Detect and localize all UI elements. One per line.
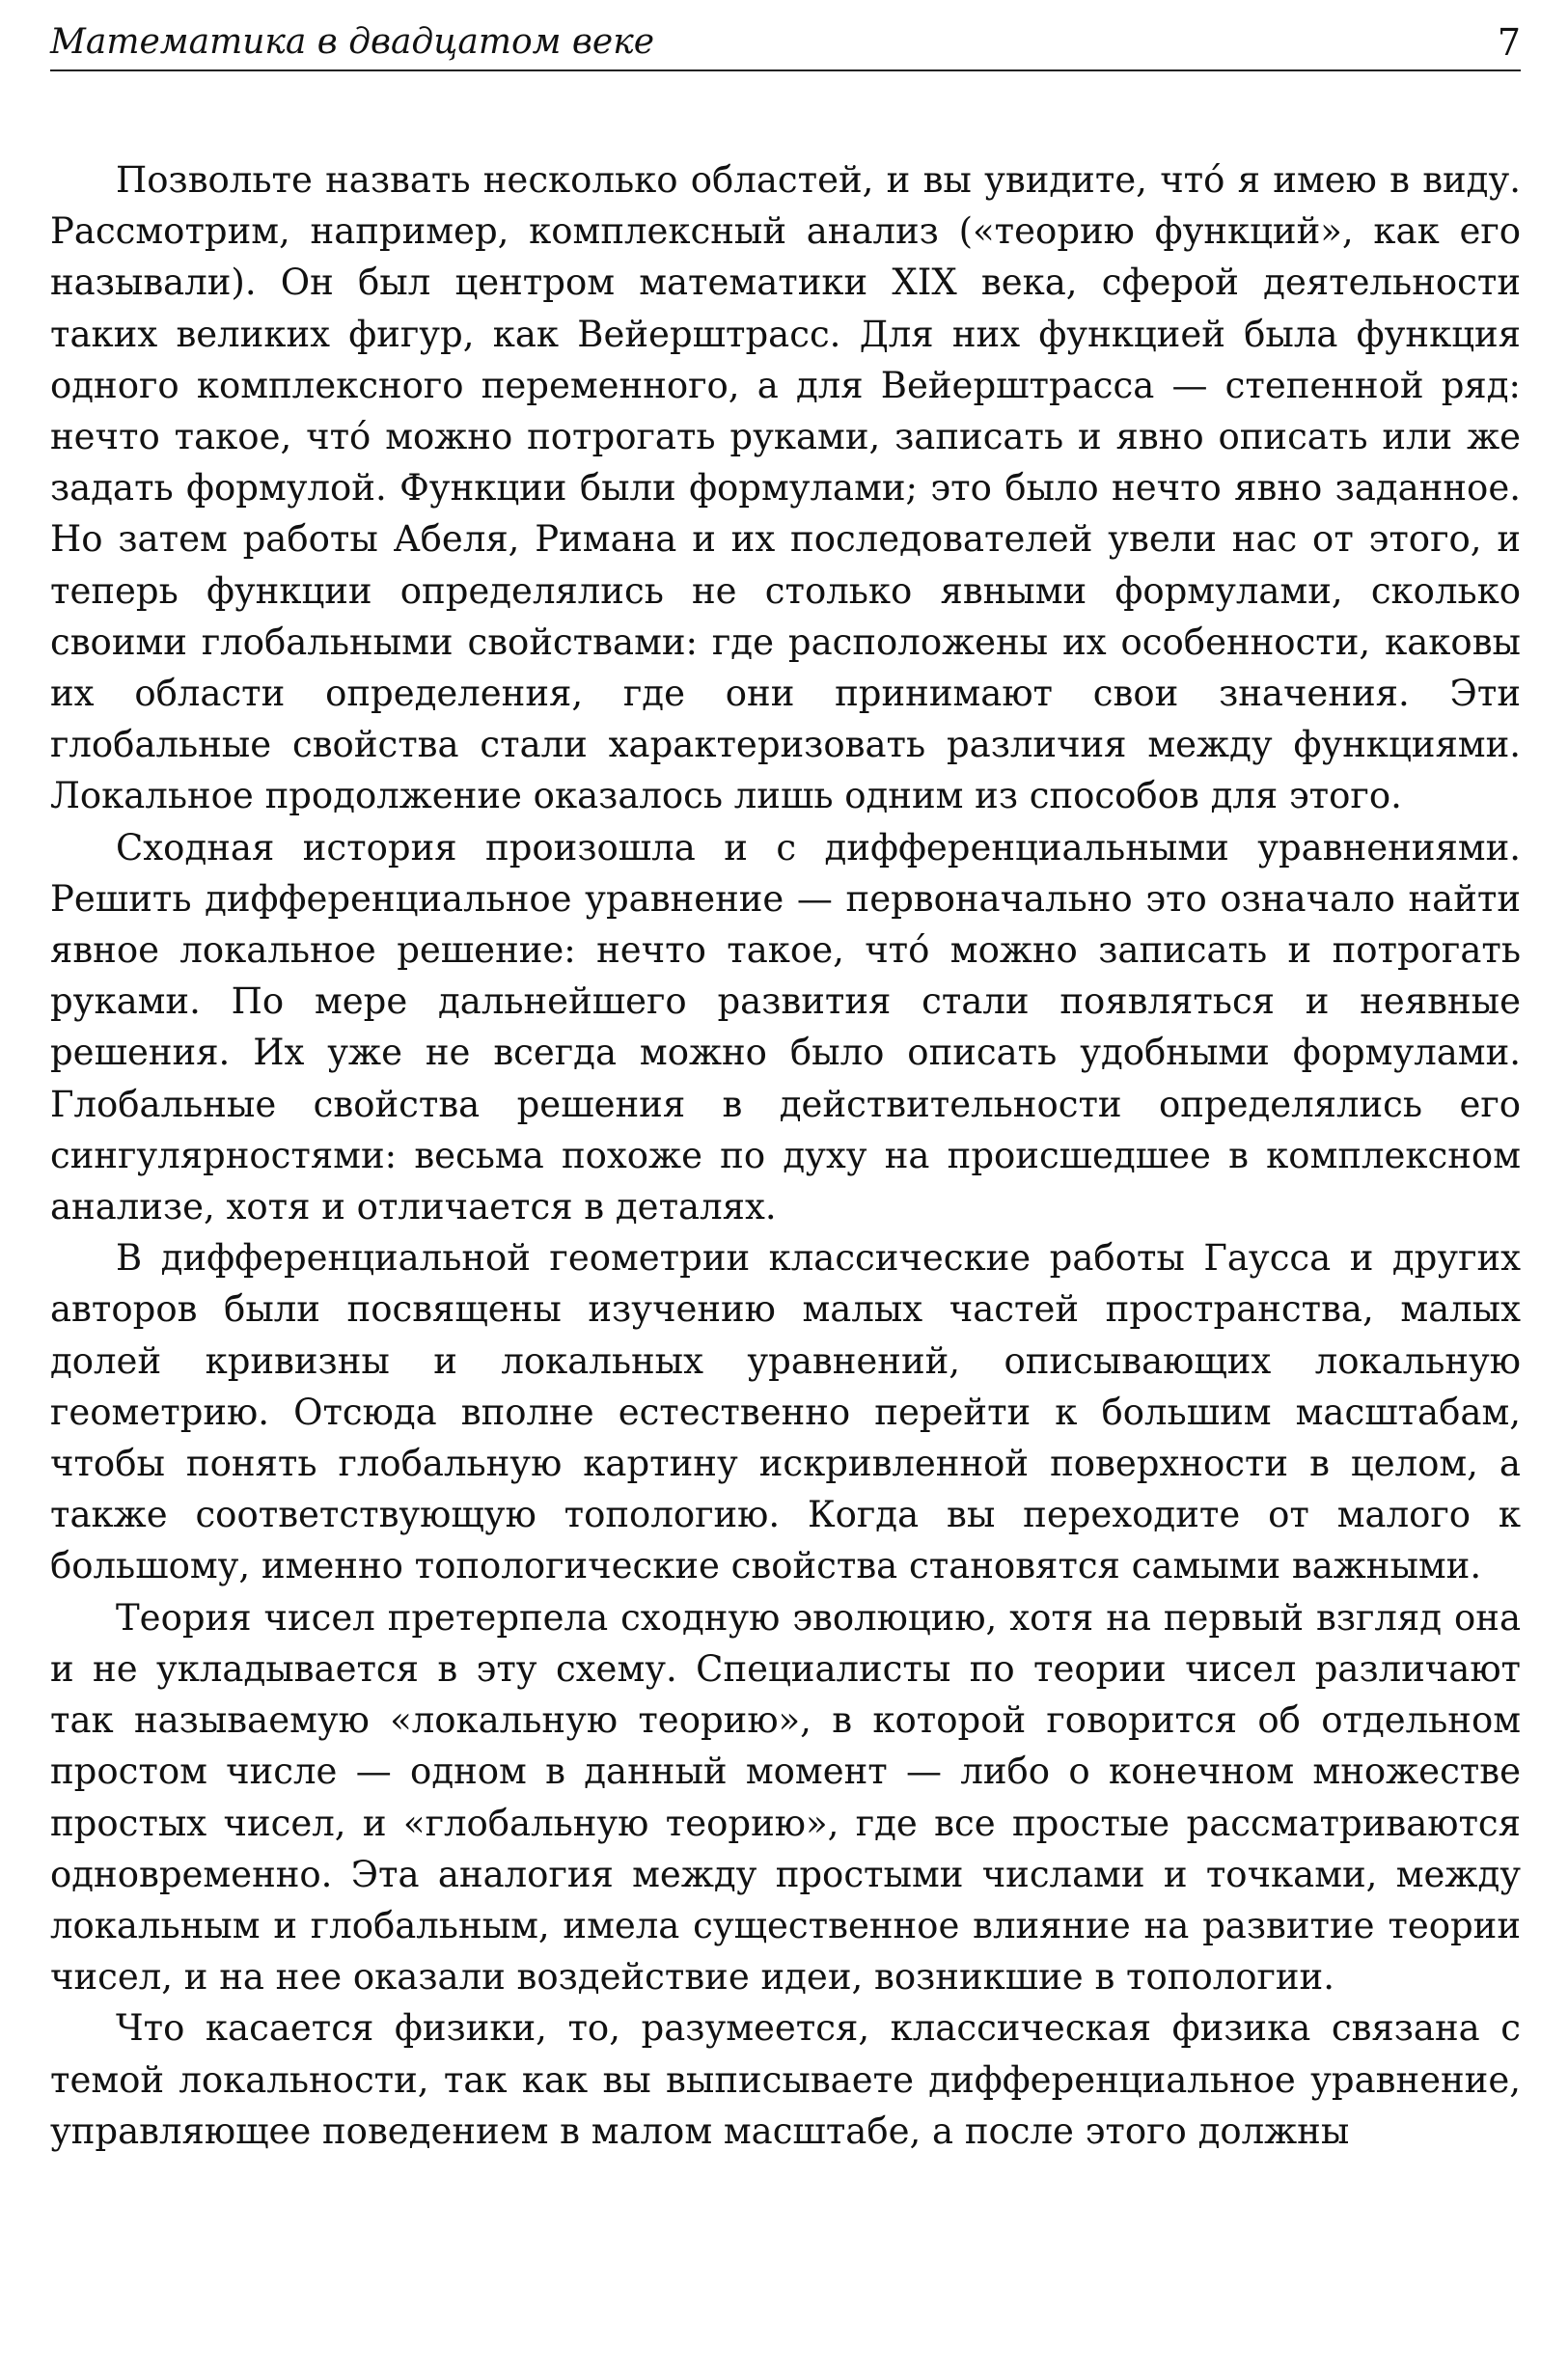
running-title: Математика в двадцатом веке bbox=[50, 22, 654, 62]
paragraph: Сходная история произошла и с дифференциальными уравнениями. Решить дифференциальное уравнение — первоначально это означало найти явное локальное решение: нечто такое, что́ можно записать и потрогать руками. По мере дальнейшего развития стали появляться и неявные решения. Их уже не всегда можно было описать удобными формулами. Глобальные свойства решения в действительности определялись его сингулярностями: весьма похоже по духу на происшедшее в комплексном анализе, хотя и отличается в деталях. bbox=[50, 826, 1521, 1228]
paragraph: Что касается физики, то, разумеется, классическая физика связана с темой локальности, так как вы выписываете дифференциальное уравнение, управляющее поведением в малом масштабе, а после этого должны bbox=[50, 2007, 1521, 2152]
paragraph: Теория чисел претерпела сходную эволюцию, хотя на первый взгляд она и не укладывается в эту схему. Специалисты по теории чисел различают так называемую «локальную теорию», в которой говорится об отдельном простом числе — одном в данный момент — либо о конечном множестве простых чисел, и «глобальную теорию», где все простые рассматриваются одновременно. Эта аналогия между простыми числами и точками, между локальным и глобальным, имела существенное влияние на развитие теории чисел, и на нее оказали воздействие идеи, возникшие в топологии. bbox=[50, 1596, 1521, 1999]
paragraph: В дифференциальной геометрии классические работы Гаусса и других авторов были посвящены изучению малых частей пространства, малых долей кривизны и локальных уравнений, описывающих локальную геометрию. Отсюда вполне естественно перейти к большим масштабам, чтобы понять глобальную картину искривленной поверхности в целом, а также соответствующую топологию. Когда вы переходите от малого к большому, именно топологические свойства становятся самыми важными. bbox=[50, 1237, 1521, 1587]
paragraph: Позвольте назвать несколько областей, и вы увидите, что́ я имею в виду. Рассмотрим, например, комплексный анализ («теорию функций», как его называли). Он был центром математики XIX века, сферой деятельности таких великих фигур, как Вейерштрасс. Для них функцией была функция одного комплексного переменного, а для Вейерштрасса — степенной ряд: нечто такое, что́ можно потрогать руками, записать и явно описать или же задать формулой. Функции были формулами; это было нечто явно заданное. Но затем работы Абеля, Римана и их последователей увели нас от этого, и теперь функции определялись не столько явными формулами, сколько своими глобальными свойствами: где расположены их особенности, каковы их области определения, где они принимают свои значения. Эти глобальные свойства стали характеризовать различия между функциями. Локальное продолжение оказалось лишь одним из способов для этого. bbox=[50, 159, 1521, 817]
page-body bbox=[50, 154, 1521, 2157]
page-number: 7 bbox=[1497, 21, 1521, 64]
running-header bbox=[50, 17, 1521, 71]
